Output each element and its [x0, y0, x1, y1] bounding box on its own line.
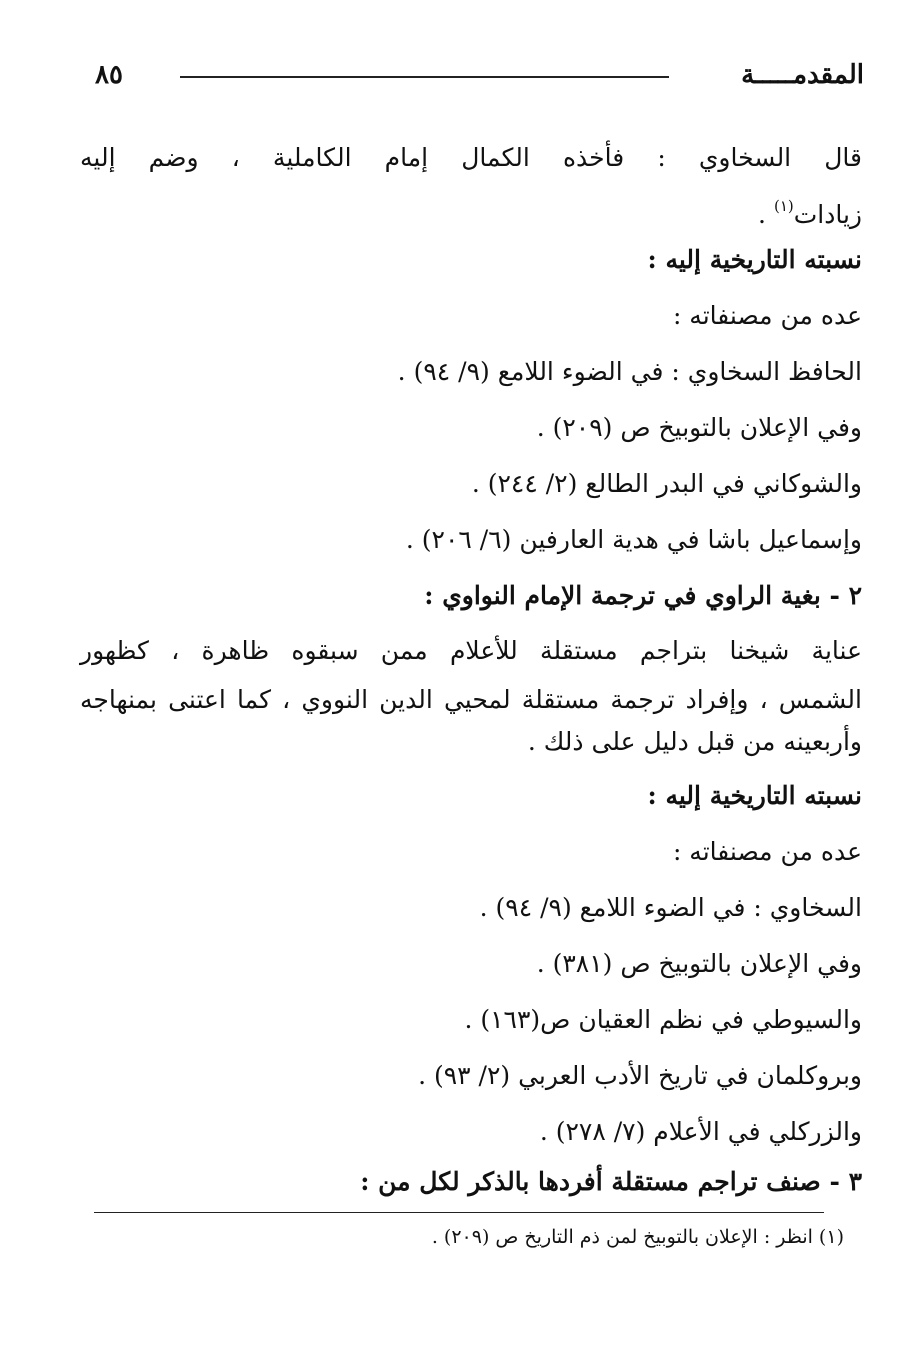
heading-line: نسبته التاريخية إليه :	[647, 781, 862, 810]
footnote-ref: (١)	[773, 197, 794, 215]
body-line: عده من مصنفاته :	[672, 837, 862, 866]
citation-line: وبروكلمان في تاريخ الأدب العربي (٢/ ٩٣) .	[418, 1061, 862, 1090]
section-title: المقدمـــــة	[741, 60, 864, 90]
body-line: قال السخاوي : فأخذه الكمال إمام الكاملية ، وضم إليه	[80, 143, 862, 172]
citation-line: وفي الإعلان بالتوبيخ ص (٣٨١) .	[536, 949, 862, 978]
footnote-rule	[94, 1212, 824, 1213]
body-line: الشمس ، وإفراد ترجمة مستقلة لمحيي الدين النووي ، كما اعتنى بمنهاجه	[80, 685, 862, 714]
heading-line: ٢ - بغية الراوي في ترجمة الإمام النواوي :	[424, 581, 862, 610]
header-rule	[180, 76, 669, 78]
citation-line: الحافظ السخاوي : في الضوء اللامع (٩/ ٩٤) .	[397, 357, 862, 386]
citation-line: وفي الإعلان بالتوبيخ ص (٢٠٩) .	[536, 413, 862, 442]
body-line: زيادات$^{(١)}$ .	[758, 197, 862, 229]
citation-line: السخاوي : في الضوء اللامع (٩/ ٩٤) .	[479, 893, 862, 922]
body-line: وأربعينه من قبل دليل على ذلك .	[527, 727, 862, 756]
citation-line: وإسماعيل باشا في هدية العارفين (٦/ ٢٠٦) .	[405, 525, 862, 554]
citation-line: والسيوطي في نظم العقيان ص(١٦٣) .	[464, 1005, 862, 1034]
citation-line: والزركلي في الأعلام (٧/ ٢٧٨) .	[539, 1117, 862, 1146]
body-line: عناية شيخنا بتراجم مستقلة للأعلام ممن سبقوه ظاهرة ، كظهور	[80, 636, 862, 665]
citation-line: والشوكاني في البدر الطالع (٢/ ٢٤٤) .	[471, 469, 862, 498]
page-header	[95, 60, 864, 100]
body-line: عده من مصنفاته :	[672, 301, 862, 330]
footnote: (١) انظر : الإعلان بالتوبيخ لمن ذم التاريخ ص (٢٠٩) .	[431, 1226, 844, 1248]
heading-line: نسبته التاريخية إليه :	[647, 245, 862, 274]
page-number: ٨٥	[95, 60, 123, 90]
heading-line: ٣ - صنف تراجم مستقلة أفردها بالذكر لكل من :	[360, 1167, 862, 1196]
